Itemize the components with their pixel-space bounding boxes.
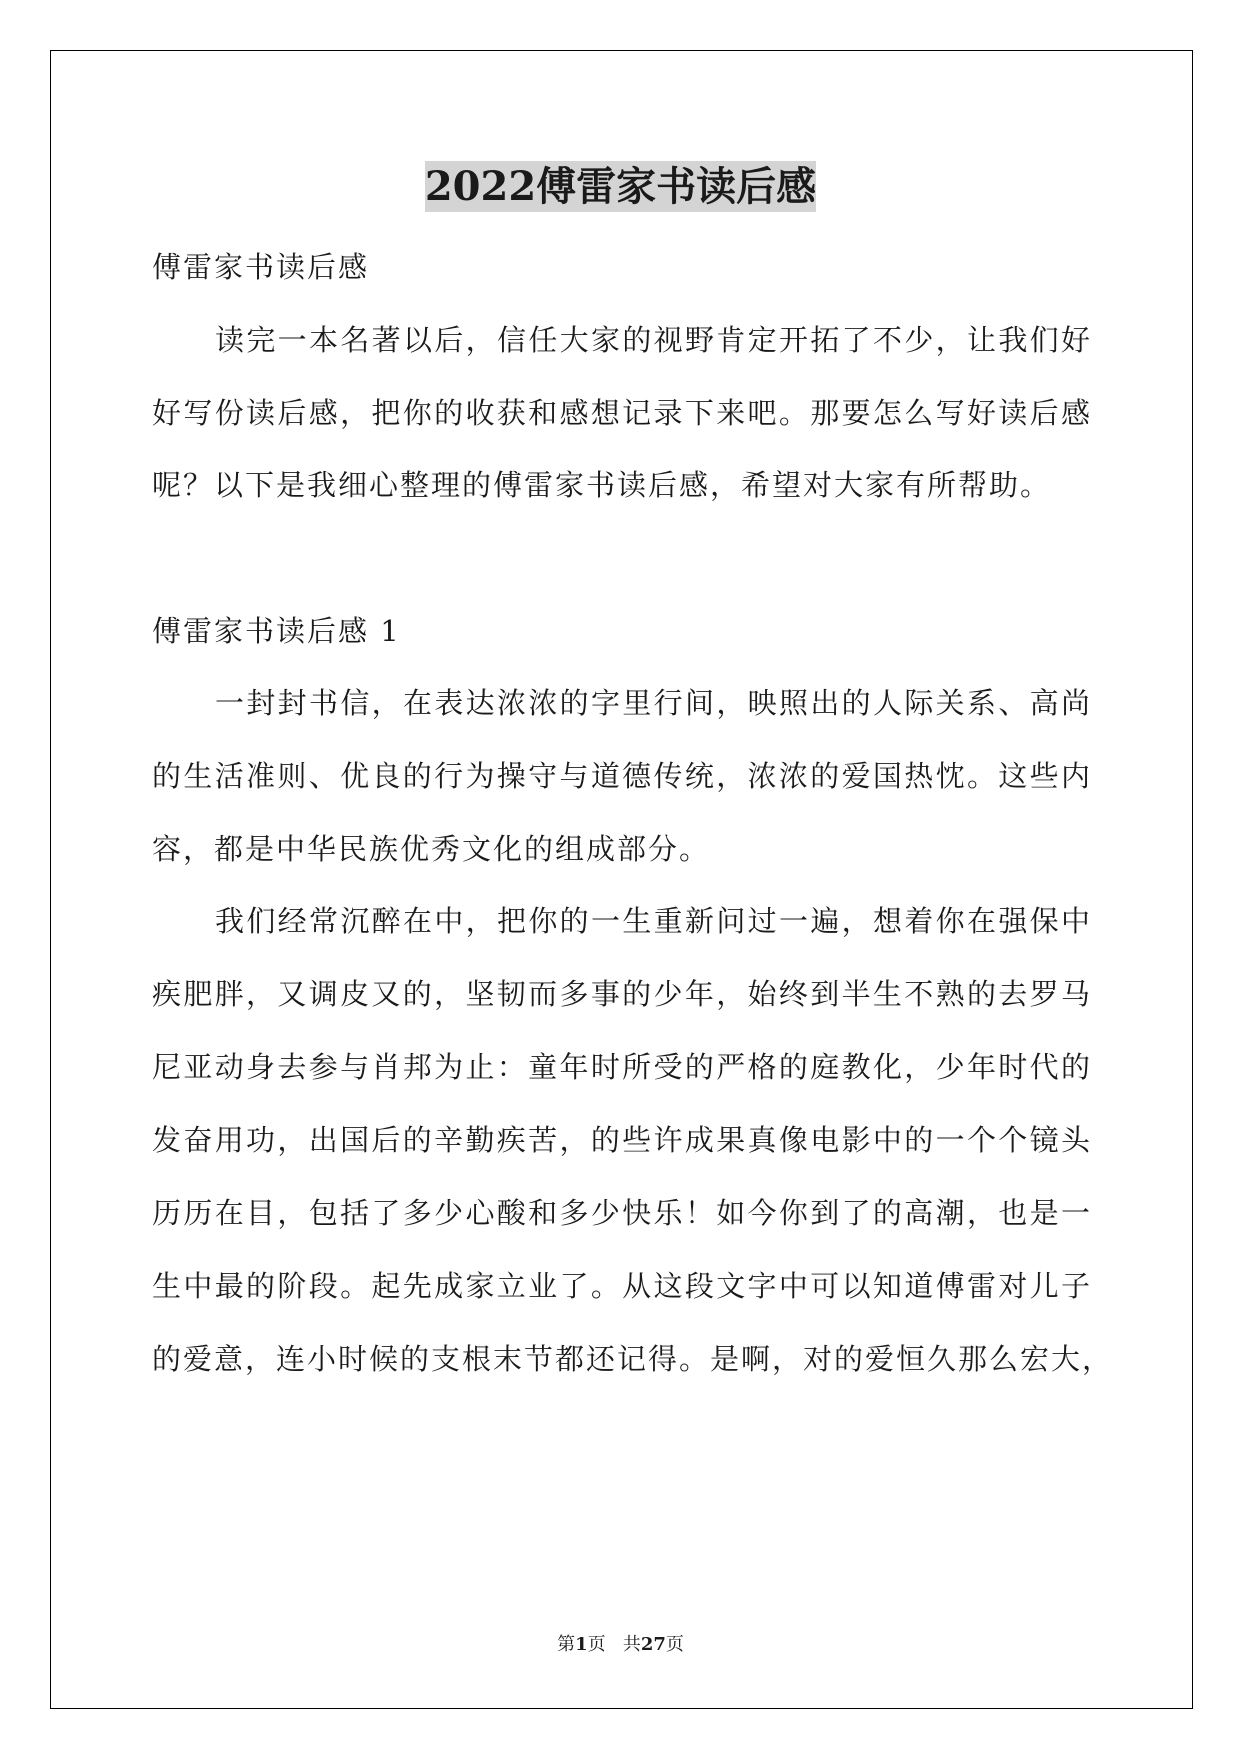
para2-line: 的爱意，连小时候的支根末节都还记得。是啊，对的爱恒久那么宏大，	[152, 1342, 1114, 1376]
intro-line: 好写份读后感，把你的收获和感想记录下来吧。那要怎么写好读后感	[152, 396, 1092, 430]
subtitle: 傅雷家书读后感	[152, 250, 370, 284]
page-footer	[0, 1630, 1241, 1656]
para2-line: 疾肥胖，又调皮又的，坚韧而多事的少年，始终到半生不熟的去罗马	[152, 977, 1092, 1011]
title-text: 2022傅雷家书读后感	[424, 163, 817, 210]
para1-line: 的生活准则、优良的行为操守与道德传统，浓浓的爱国热忱。这些内	[152, 759, 1092, 793]
footer-page-prefix: 第	[557, 1634, 576, 1655]
para2-line: 生中最的阶段。起先成家立业了。从这段文字中可以知道傅雷对儿子	[152, 1269, 1092, 1303]
footer-total-pages: 27	[640, 1634, 666, 1655]
section-heading: 傅雷家书读后感 1	[152, 614, 401, 648]
para2-line: 发奋用功，出国后的辛勤疾苦，的些许成果真像电影中的一个个镜头	[152, 1123, 1092, 1157]
footer-page-mid: 页	[587, 1634, 606, 1655]
page-border	[50, 50, 1193, 1709]
intro-line: 读完一本名著以后，信任大家的视野肯定开拓了不少，让我们好	[215, 323, 1092, 357]
footer-total-suffix: 页	[665, 1634, 684, 1655]
para2-line: 历历在目，包括了多少心酸和多少快乐！如今你到了的高潮，也是一	[152, 1196, 1092, 1230]
document-title	[0, 155, 1241, 212]
para1-line: 一封封书信，在表达浓浓的字里行间，映照出的人际关系、高尚	[215, 686, 1092, 720]
para2-line: 我们经常沉醉在中，把你的一生重新问过一遍，想着你在强保中	[215, 904, 1092, 938]
footer-total-prefix: 共	[622, 1634, 641, 1655]
para2-line: 尼亚动身去参与肖邦为止：童年时所受的严格的庭教化，少年时代的	[152, 1050, 1092, 1084]
footer-page-number: 1	[575, 1634, 588, 1655]
intro-line: 呢？以下是我细心整理的傅雷家书读后感，希望对大家有所帮助。	[152, 468, 1052, 502]
para1-line: 容，都是中华民族优秀文化的组成部分。	[152, 832, 711, 866]
